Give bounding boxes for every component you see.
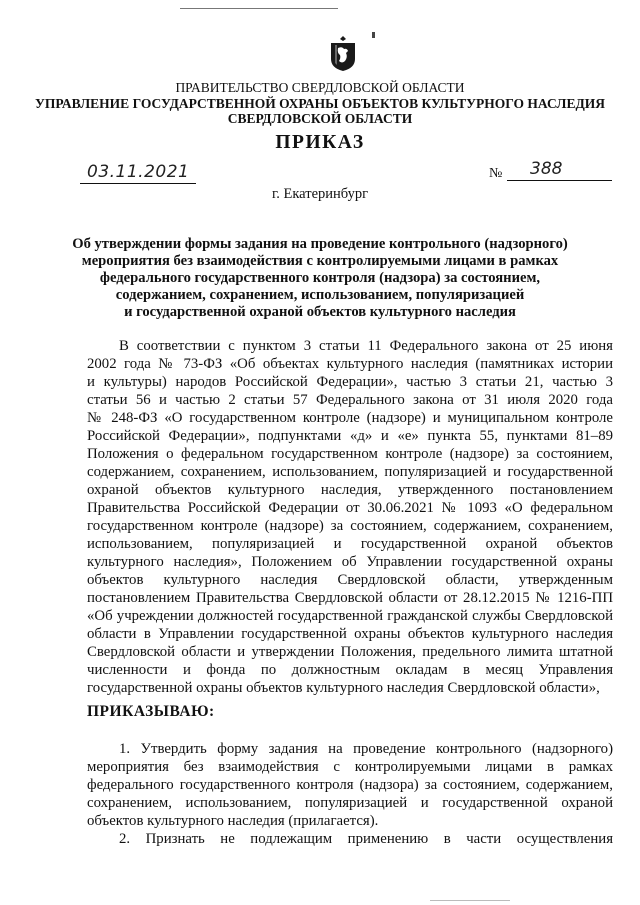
preamble-line: охраной объектов культурного наследия, утвержденного постановлением: [87, 482, 613, 498]
city: г. Екатеринбург: [271, 186, 369, 202]
preamble-line: «Об учреждении должностей государственной гражданской службы Свердловской: [87, 608, 613, 624]
bottom-scan-rule: [430, 900, 510, 901]
coat-of-arms-icon: [329, 35, 357, 72]
preamble-line: численности и фонда по должностным окладам в месяц Управления: [87, 662, 613, 678]
title-line: содержанием, сохранением, использованием, популяризацией: [115, 287, 525, 303]
title-line: федерального государственного контроля (надзора) за состоянием,: [99, 270, 541, 286]
order-directive: ПРИКАЗЫВАЮ:: [87, 703, 215, 720]
department-name: [0, 96, 640, 126]
date-underline: [80, 183, 196, 184]
preamble-line: постановлением Правительства Свердловской области от 28.12.2015 № 1216-ПП: [87, 590, 613, 606]
document-type: ПРИКАЗ: [275, 132, 365, 153]
government-name: ПРАВИТЕЛЬСТВО СВЕРДЛОВСКОЙ ОБЛАСТИ: [175, 80, 465, 95]
order-number: 388: [530, 159, 563, 179]
title-line: Об утверждении формы задания на проведение контрольного (надзорного): [72, 236, 568, 252]
item-1-line: объектов культурного наследия (прилагается).: [87, 813, 379, 829]
preamble-line: государственной охраны объектов культурного наследия Свердловской области»,: [87, 680, 600, 696]
preamble-line: и культуры) народов Российской Федерации», частью 3 статьи 21, частью 3: [87, 374, 613, 390]
preamble-line: культурного наследия», Положением об Управлении государственной охраны: [87, 554, 613, 570]
item-1-line: 1. Утвердить форму задания на проведение контрольного (надзорного): [119, 741, 613, 757]
preamble-line: объектов культурного наследия Свердловской области, утвержденным: [87, 572, 613, 588]
preamble-line: 2002 года № 73-ФЗ «Об объектах культурного наследия (памятниках истории: [87, 356, 613, 372]
department-line: УПРАВЛЕНИЕ ГОСУДАРСТВЕННОЙ ОХРАНЫ ОБЪЕКТОВ КУЛЬТУРНОГО НАСЛЕДИЯ: [34, 96, 606, 111]
number-underline: [507, 180, 612, 181]
preamble-line: использованием, популяризацией и государственной охраной объектов: [87, 536, 613, 552]
department-line: СВЕРДЛОВСКОЙ ОБЛАСТИ: [227, 111, 413, 126]
preamble-line: Свердловской области и утверждении Положения, предельного лимита штатной: [87, 644, 613, 660]
preamble-line: государственном контроле (надзоре) за состоянием, содержанием, сохранением,: [87, 518, 613, 534]
preamble-line: В соответствии с пунктом 3 статьи 11 Федерального закона от 25 июня: [119, 338, 613, 354]
top-scan-rule: [180, 8, 338, 9]
order-title: [40, 236, 600, 321]
preamble-line: Правительства Российской Федерации от 30.06.2021 № 1093 «О федеральном: [87, 500, 613, 516]
item-1-line: мероприятия без взаимодействия с контролируемыми лицами в рамках: [87, 759, 613, 775]
preamble-line: Положения о федеральном государственном контроле (надзоре) за состоянием,: [87, 446, 613, 462]
item-2-line: 2. Признать не подлежащим применению в части осуществления: [119, 831, 613, 847]
preamble-line: содержанием, сохранением, использованием, популяризацией и государственной: [87, 464, 613, 480]
preamble-line: № 248-ФЗ «О государственном контроле (надзоре) и муниципальном контроле: [87, 410, 613, 426]
item-1-line: сохранением, использованием, популяризацией и государственной охраной: [87, 795, 613, 811]
number-label: №: [489, 166, 503, 181]
preamble-line: области в Управлении государственной охраны объектов культурного наследия: [87, 626, 613, 642]
title-line: мероприятия без взаимодействия с контролируемыми лицами в рамках: [81, 253, 559, 269]
preamble-line: Российской Федерации», подпунктами «д» и «е» пункта 55, пунктами 81–89: [87, 428, 613, 444]
preamble-paragraph: [87, 337, 613, 697]
order-items: [87, 740, 613, 848]
preamble-line: статьи 56 и частью 2 статьи 57 Федерального закона от 31 июля 2020 года: [87, 392, 613, 408]
order-date: 03.11.2021: [87, 162, 190, 182]
item-1-line: федерального государственного контроля (надзора) за состоянием, содержанием,: [87, 777, 613, 793]
title-line: и государственной охраной объектов культурного наследия: [124, 304, 516, 320]
scan-mark: [372, 32, 375, 38]
